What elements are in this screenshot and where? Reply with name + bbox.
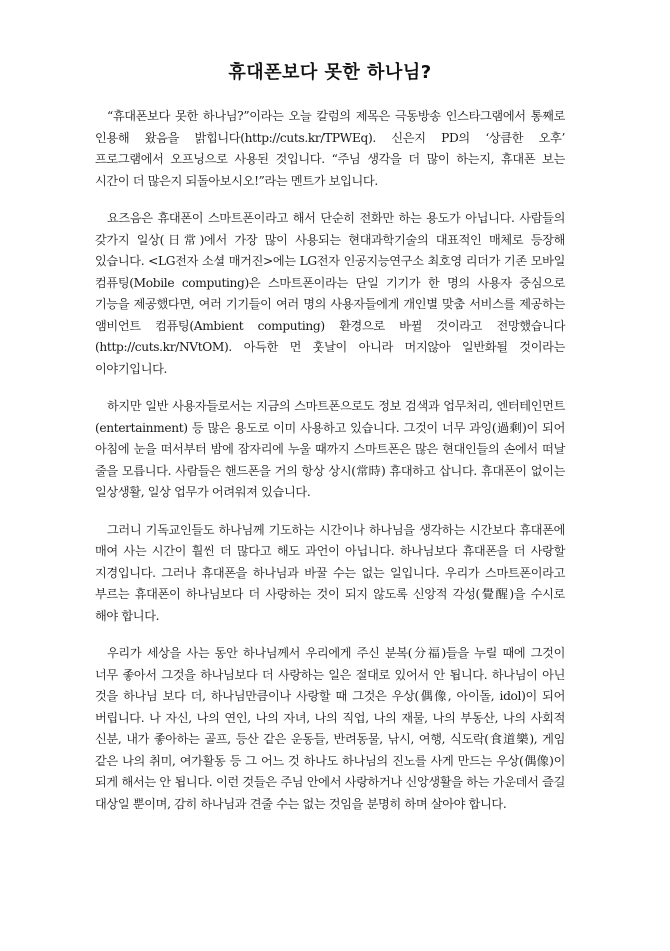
paragraph-1: “휴대폰보다 못한 하나님?”이라는 오늘 칼럼의 제목은 극동방송 인스타그램에서 통째로 인용해 왔음을 밝힙니다(http://cuts.kr/TPWEq). 신은지 PD의 ‘상큼한 오후’ 프로그램에서 오프닝으로 사용된 것입니다. “주님 생각을 더 많이 하는지, 휴대폰 보는 시간이 더 많은지 되돌아보시오!”라는 멘트가 보입니다. (95, 109, 565, 188)
paragraph-5: 우리가 세상을 사는 동안 하나님께서 우리에게 주신 분복(分福)들을 누릴 때에 그것이 너무 좋아서 그것을 하나님보다 더 사랑하는 일은 절대로 있어서 안 됩니다. 하나님이 아닌 것을 하나님 보다 더, 하나님만큼이나 사랑할 때 그것은 우상(偶像, 아이돌, idol)이 되어 버립니다. 나 자신, 나의 연인, 나의 자녀, 나의 직업, 나의 재물, 나의 부동산, 나의 사회적 신분, 내가 좋아하는 골프, 등산 같은 운동들, 반려동물, 낚시, 여행, 식도락(食道樂), 게임 같은 나의 취미, 여가활동 등 그 어느 것 하나도 하나님의 진노를 사게 만드는 우상(偶像)이 되게 해서는 안 됩니다. 이런 것들은 주님 안에서 사랑하거나 신앙생활을 하는 가운데서 즐길 대상일 뿐이며, 감히 하나님과 견줄 수는 없는 것임을 분명히 하며 살아야 합니다. (95, 646, 565, 811)
document-title: 휴대폰보다 못한 하나님? (228, 62, 432, 83)
document-page (95, 58, 565, 831)
paragraph-2: 요즈음은 휴대폰이 스마트폰이라고 해서 단순히 전화만 하는 용도가 아닙니다. 사람들의 갖가지 일상(日常)에서 가장 많이 사용되는 현대과학기술의 대표적인 매체로 등장해 있습니다. <LG전자 소셜 매거진>에는 LG전자 인공지능연구소 최호영 리더가 기존 모바일 컴퓨팅(Mobile computing)은 스마트폰이라는 단일 기기가 한 명의 사용자 중심으로 기능을 제공했다면, 여러 기기들이 여러 명의 사용자들에게 개인별 맞춤 서비스를 제공하는 앰비언트 컴퓨팅(Ambient computing) 환경으로 바뀔 것이라고 전망했습니다(http://cuts.kr/NVtOM). 아득한 먼 훗날이 아니라 머지않아 일반화될 것이라는 이야기입니다. (95, 211, 565, 376)
paragraph-4: 그러니 기독교인들도 하나님께 기도하는 시간이나 하나님을 생각하는 시간보다 휴대폰에 매여 사는 시간이 훨씬 더 많다고 해도 과언이 아닙니다. 하나님보다 휴대폰을 더 사랑할 지경입니다. 그러나 휴대폰을 하나님과 바꿀 수는 없는 일입니다. 우리가 스마트폰이라고 부르는 휴대폰이 하나님보다 더 사랑하는 것이 되지 않도록 신앙적 각성(覺醒)을 수시로 해야 합니다. (95, 522, 565, 623)
paragraph-3: 하지만 일반 사용자들로서는 지금의 스마트폰으로도 정보 검색과 업무처리, 엔터테인먼트(entertainment) 등 많은 용도로 이미 사용하고 있습니다. 그것이 너무 과잉(過剩)이 되어 아침에 눈을 떠서부터 밤에 잠자리에 누울 때까지 스마트폰은 많은 현대인들의 손에서 떠날 줄을 모릅니다. 사람들은 핸드폰을 거의 항상 상시(常時) 휴대하고 삽니다. 휴대폰이 없이는 일상생활, 일상 업무가 어려워져 있습니다. (95, 399, 565, 499)
